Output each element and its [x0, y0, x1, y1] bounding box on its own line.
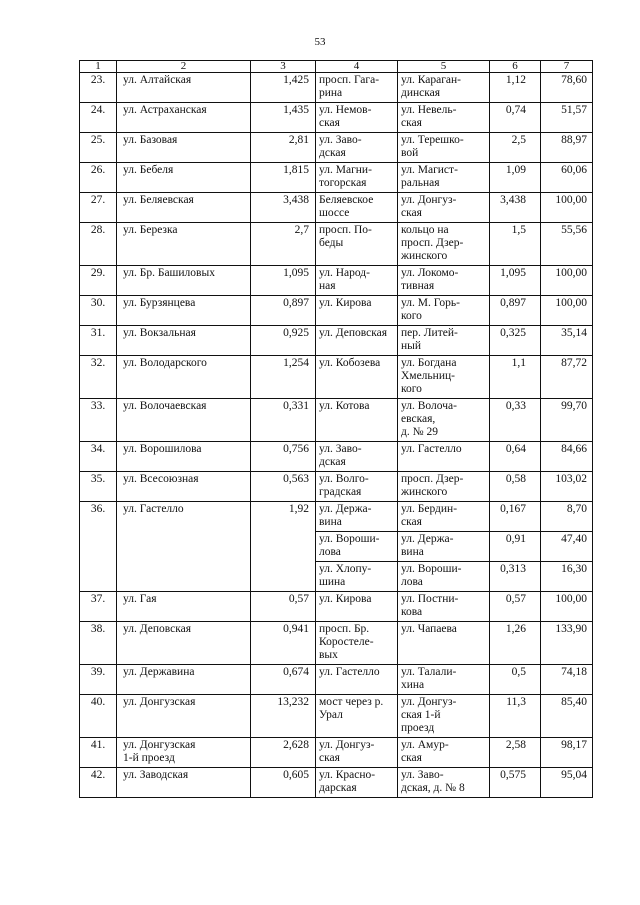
row-number: 25. [80, 133, 117, 163]
row-number: 24. [80, 103, 117, 133]
segment-from: мост через р. Урал [316, 695, 398, 738]
street-length: 1,435 [251, 103, 316, 133]
segment-to: ул. Вороши- лова [398, 562, 490, 592]
segment-percent: 99,70 [541, 399, 593, 442]
street-name: ул. Гая [117, 592, 251, 622]
segment-to: ул. Терешко- вой [398, 133, 490, 163]
segment-to: пер. Литей- ный [398, 326, 490, 356]
segment-from: Беляевское шоссе [316, 193, 398, 223]
street-name: ул. Вокзальная [117, 326, 251, 356]
segment-from: ул. Вороши- лова [316, 532, 398, 562]
segment-percent: 74,18 [541, 665, 593, 695]
segment-to: ул. Заво- дская, д. № 8 [398, 768, 490, 798]
row-number: 36. [80, 502, 117, 592]
table-row [80, 193, 593, 223]
table-row [80, 223, 593, 266]
segment-to: ул. Чапаева [398, 622, 490, 665]
street-length: 3,438 [251, 193, 316, 223]
segment-to: ул. Богдана Хмельниц- кого [398, 356, 490, 399]
table-row [80, 622, 593, 665]
header-col-1: 1 [80, 61, 117, 73]
segment-from: ул. Красно- дарская [316, 768, 398, 798]
street-name: ул. Деповская [117, 622, 251, 665]
street-length: 0,941 [251, 622, 316, 665]
table-row [80, 738, 593, 768]
header-col-4: 4 [316, 61, 398, 73]
segment-percent: 95,04 [541, 768, 593, 798]
segment-from: ул. Донгуз- ская [316, 738, 398, 768]
page-number: 53 [314, 36, 326, 48]
segment-from: ул. Хлопу- шина [316, 562, 398, 592]
segment-from: ул. Деповская [316, 326, 398, 356]
segment-to: кольцо на просп. Дзер- жинского [398, 223, 490, 266]
street-name: ул. Бебеля [117, 163, 251, 193]
segment-percent: 16,30 [541, 562, 593, 592]
segment-to: ул. Амур- ская [398, 738, 490, 768]
segment-percent: 100,00 [541, 193, 593, 223]
segment-percent: 88,97 [541, 133, 593, 163]
street-name: ул. Всесоюзная [117, 472, 251, 502]
street-length: 0,563 [251, 472, 316, 502]
segment-from: ул. Кирова [316, 296, 398, 326]
segment-length: 1,1 [490, 356, 541, 399]
segment-to: ул. Донгуз- ская 1-й проезд [398, 695, 490, 738]
segment-length: 0,33 [490, 399, 541, 442]
segment-length: 0,313 [490, 562, 541, 592]
segment-length: 0,74 [490, 103, 541, 133]
street-name: ул. Беляевская [117, 193, 251, 223]
street-name: ул. Базовая [117, 133, 251, 163]
row-number: 27. [80, 193, 117, 223]
segment-from: ул. Заво- дская [316, 133, 398, 163]
row-number: 31. [80, 326, 117, 356]
row-number: 37. [80, 592, 117, 622]
header-col-5: 5 [398, 61, 490, 73]
segment-length: 0,58 [490, 472, 541, 502]
segment-percent: 55,56 [541, 223, 593, 266]
segment-percent: 60,06 [541, 163, 593, 193]
segment-to: ул. Постни- кова [398, 592, 490, 622]
street-name: ул. Державина [117, 665, 251, 695]
segment-to: просп. Дзер- жинского [398, 472, 490, 502]
segment-to: ул. Магист- ральная [398, 163, 490, 193]
street-length: 13,232 [251, 695, 316, 738]
row-number: 23. [80, 73, 117, 103]
street-name: ул. Заводская [117, 768, 251, 798]
table-row [80, 266, 593, 296]
segment-length: 0,91 [490, 532, 541, 562]
table-row [80, 442, 593, 472]
header-col-3: 3 [251, 61, 316, 73]
table-row [80, 502, 593, 532]
street-length: 2,81 [251, 133, 316, 163]
table-row [80, 73, 593, 103]
row-number: 38. [80, 622, 117, 665]
street-name: ул. Волочаевская [117, 399, 251, 442]
segment-length: 0,325 [490, 326, 541, 356]
segment-length: 2,5 [490, 133, 541, 163]
row-number: 30. [80, 296, 117, 326]
segment-from: ул. Держа- вина [316, 502, 398, 532]
segment-from: ул. Котова [316, 399, 398, 442]
street-length: 1,095 [251, 266, 316, 296]
street-name: ул. Володарского [117, 356, 251, 399]
street-length: 0,57 [251, 592, 316, 622]
street-length: 1,425 [251, 73, 316, 103]
segment-percent: 87,72 [541, 356, 593, 399]
street-name: ул. Бурзянцева [117, 296, 251, 326]
segment-to: ул. М. Горь- кого [398, 296, 490, 326]
segment-percent: 133,90 [541, 622, 593, 665]
segment-percent: 35,14 [541, 326, 593, 356]
header-col-7: 7 [541, 61, 593, 73]
segment-length: 1,095 [490, 266, 541, 296]
segment-percent: 100,00 [541, 592, 593, 622]
street-length: 0,897 [251, 296, 316, 326]
table-row [80, 768, 593, 798]
table-row [80, 133, 593, 163]
segment-percent: 84,66 [541, 442, 593, 472]
table-header [80, 61, 593, 73]
table-row [80, 695, 593, 738]
segment-length: 1,12 [490, 73, 541, 103]
segment-to: ул. Невель- ская [398, 103, 490, 133]
segment-percent: 8,70 [541, 502, 593, 532]
segment-length: 1,09 [490, 163, 541, 193]
street-name: ул. Алтайская [117, 73, 251, 103]
table-row [80, 592, 593, 622]
segment-length: 0,897 [490, 296, 541, 326]
street-name: ул. Березка [117, 223, 251, 266]
segment-length: 1,5 [490, 223, 541, 266]
street-length: 1,92 [251, 502, 316, 592]
segment-percent: 78,60 [541, 73, 593, 103]
row-number: 35. [80, 472, 117, 502]
segment-length: 3,438 [490, 193, 541, 223]
row-number: 40. [80, 695, 117, 738]
segment-to: ул. Локомо- тивная [398, 266, 490, 296]
segment-percent: 103,02 [541, 472, 593, 502]
row-number: 32. [80, 356, 117, 399]
row-number: 33. [80, 399, 117, 442]
segment-from: ул. Гастелло [316, 665, 398, 695]
segment-to: ул. Волоча- евская, д. № 29 [398, 399, 490, 442]
table-row [80, 356, 593, 399]
street-length: 0,331 [251, 399, 316, 442]
segment-to: ул. Гастелло [398, 442, 490, 472]
segment-percent: 100,00 [541, 266, 593, 296]
segment-length: 11,3 [490, 695, 541, 738]
segment-percent: 51,57 [541, 103, 593, 133]
segment-from: ул. Кобозева [316, 356, 398, 399]
street-length: 0,925 [251, 326, 316, 356]
header-col-6: 6 [490, 61, 541, 73]
street-length: 2,7 [251, 223, 316, 266]
segment-percent: 100,00 [541, 296, 593, 326]
row-number: 41. [80, 738, 117, 768]
segment-from: ул. Кирова [316, 592, 398, 622]
segment-to: ул. Держа- вина [398, 532, 490, 562]
segment-length: 0,5 [490, 665, 541, 695]
segment-length: 0,575 [490, 768, 541, 798]
segment-length: 2,58 [490, 738, 541, 768]
street-length: 1,254 [251, 356, 316, 399]
segment-from: просп. По- беды [316, 223, 398, 266]
street-length: 2,628 [251, 738, 316, 768]
table-row [80, 399, 593, 442]
street-name: ул. Ворошилова [117, 442, 251, 472]
street-length: 0,605 [251, 768, 316, 798]
segment-to: ул. Донгуз- ская [398, 193, 490, 223]
segment-length: 0,167 [490, 502, 541, 532]
row-number: 39. [80, 665, 117, 695]
street-name: ул. Донгузская [117, 695, 251, 738]
table-row [80, 472, 593, 502]
table-row [80, 163, 593, 193]
street-length: 0,674 [251, 665, 316, 695]
segment-length: 0,57 [490, 592, 541, 622]
header-col-2: 2 [117, 61, 251, 73]
street-length: 1,815 [251, 163, 316, 193]
segment-from: ул. Магни- тогорская [316, 163, 398, 193]
table-row [80, 326, 593, 356]
street-name: ул. Гастелло [117, 502, 251, 592]
segment-to: ул. Бердин- ская [398, 502, 490, 532]
row-number: 34. [80, 442, 117, 472]
segment-to: ул. Караган- динская [398, 73, 490, 103]
segment-percent: 85,40 [541, 695, 593, 738]
segment-length: 0,64 [490, 442, 541, 472]
segment-from: ул. Немов- ская [316, 103, 398, 133]
street-name: ул. Бр. Башиловых [117, 266, 251, 296]
segment-from: ул. Заво- дская [316, 442, 398, 472]
row-number: 29. [80, 266, 117, 296]
row-number: 42. [80, 768, 117, 798]
segment-from: просп. Бр. Коростеле- вых [316, 622, 398, 665]
street-name: ул. Астраханская [117, 103, 251, 133]
street-length: 0,756 [251, 442, 316, 472]
segment-from: ул. Волго- градская [316, 472, 398, 502]
table-body [80, 73, 593, 798]
segment-from: ул. Народ- ная [316, 266, 398, 296]
street-name: ул. Донгузская 1-й проезд [117, 738, 251, 768]
row-number: 28. [80, 223, 117, 266]
segment-percent: 47,40 [541, 532, 593, 562]
segment-from: просп. Гага- рина [316, 73, 398, 103]
row-number: 26. [80, 163, 117, 193]
segment-length: 1,26 [490, 622, 541, 665]
segment-to: ул. Талали- хина [398, 665, 490, 695]
roads-table [79, 60, 593, 798]
table-row [80, 103, 593, 133]
table-row [80, 665, 593, 695]
table-row [80, 296, 593, 326]
segment-percent: 98,17 [541, 738, 593, 768]
